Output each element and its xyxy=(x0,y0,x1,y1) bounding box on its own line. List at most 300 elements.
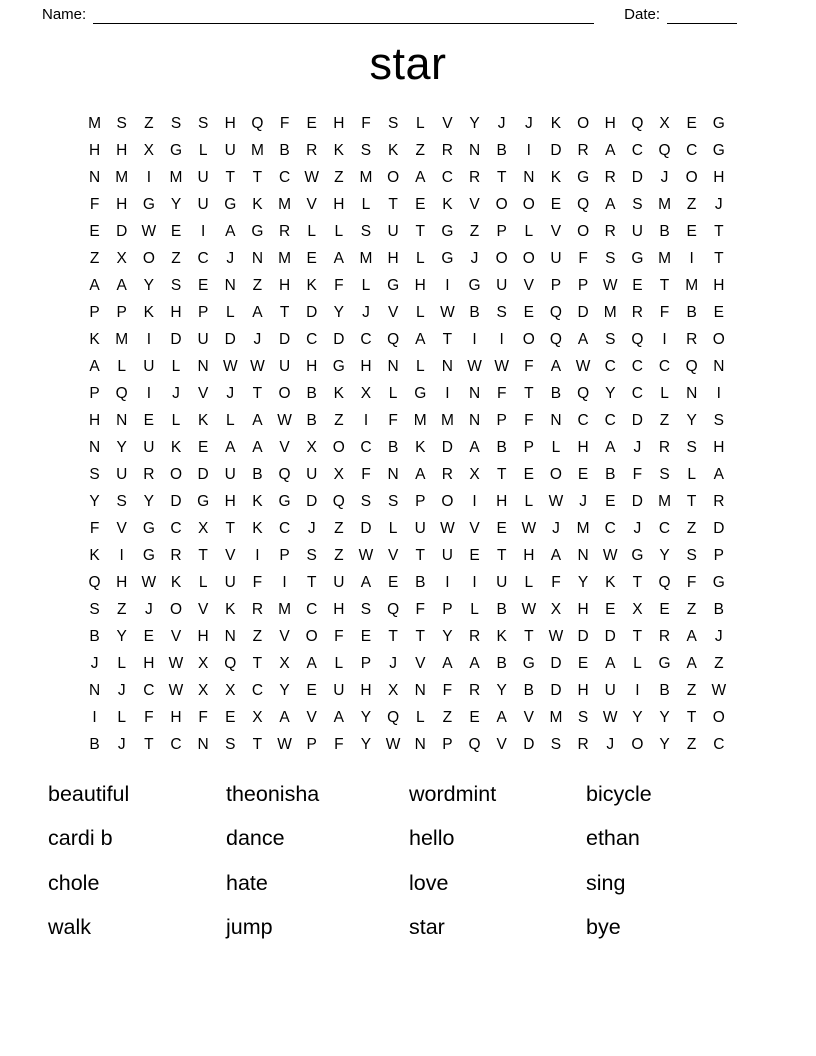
word-search-grid xyxy=(81,110,732,758)
grid-cell-r23c20: W xyxy=(602,708,618,726)
grid-cell-r24c20: J xyxy=(606,735,615,753)
grid-cell-r2c22: Q xyxy=(658,141,671,159)
grid-cell-r8c16: S xyxy=(496,303,507,321)
grid-cell-r24c4: C xyxy=(170,735,182,753)
grid-cell-r22c23: Z xyxy=(686,681,697,699)
grid-cell-r17c6: V xyxy=(225,546,236,564)
grid-cell-r9c4: D xyxy=(170,330,182,348)
grid-cell-r10c8: U xyxy=(278,357,291,375)
grid-cell-r10c3: U xyxy=(143,357,155,375)
grid-cell-r21c11: P xyxy=(360,654,372,672)
grid-cell-r7c22: T xyxy=(659,276,670,294)
grid-cell-r8c4: H xyxy=(170,303,182,321)
grid-cell-r5c14: G xyxy=(441,222,454,240)
grid-cell-r1c20: H xyxy=(604,114,616,132)
grid-cell-r17c5: T xyxy=(198,546,208,564)
grid-cell-r23c14: Z xyxy=(442,708,453,726)
grid-cell-r6c19: F xyxy=(578,249,588,267)
grid-cell-r21c22: G xyxy=(658,654,671,672)
grid-cell-r7c1: A xyxy=(89,276,100,294)
grid-cell-r10c13: L xyxy=(415,357,425,375)
grid-cell-r19c10: H xyxy=(333,600,345,618)
grid-cell-r7c7: Z xyxy=(252,276,263,294)
grid-cell-r11c17: T xyxy=(524,384,534,402)
grid-cell-r23c12: Q xyxy=(387,708,400,726)
grid-cell-r9c6: D xyxy=(224,330,236,348)
grid-cell-r18c8: I xyxy=(282,573,287,591)
grid-cell-r24c13: N xyxy=(414,735,426,753)
grid-cell-r20c8: V xyxy=(279,627,290,645)
grid-cell-r9c1: K xyxy=(89,330,100,348)
grid-cell-r10c19: W xyxy=(575,357,591,375)
grid-cell-r2c20: A xyxy=(605,141,616,159)
grid-cell-r13c9: X xyxy=(306,438,317,456)
grid-cell-r17c3: G xyxy=(142,546,155,564)
grid-cell-r14c16: T xyxy=(496,465,507,483)
grid-cell-r1c10: H xyxy=(333,114,345,132)
grid-cell-r15c7: K xyxy=(252,492,263,510)
grid-cell-r8c13: L xyxy=(415,303,425,321)
grid-cell-r16c8: C xyxy=(278,519,291,537)
grid-cell-r5c5: I xyxy=(200,222,206,240)
grid-cell-r17c16: T xyxy=(496,546,507,564)
grid-cell-r2c6: U xyxy=(224,141,236,159)
grid-cell-r3c18: K xyxy=(550,168,562,186)
grid-cell-r9c24: O xyxy=(712,330,725,348)
grid-cell-r11c13: G xyxy=(414,384,427,402)
grid-cell-r9c12: Q xyxy=(387,330,400,348)
grid-cell-r22c7: C xyxy=(251,681,264,699)
grid-cell-r8c18: Q xyxy=(549,303,562,321)
grid-cell-r16c9: J xyxy=(307,519,316,537)
grid-cell-r19c14: P xyxy=(442,600,453,618)
grid-cell-r2c4: G xyxy=(169,141,183,159)
grid-cell-r22c12: X xyxy=(387,681,399,699)
grid-cell-r11c11: X xyxy=(360,384,372,402)
grid-cell-r16c10: Z xyxy=(334,519,344,537)
grid-cell-r7c17: V xyxy=(523,276,534,294)
grid-cell-r5c1: E xyxy=(89,222,100,240)
grid-cell-r20c18: W xyxy=(548,627,564,645)
grid-cell-r14c20: B xyxy=(605,465,616,483)
grid-cell-r8c2: P xyxy=(116,303,127,321)
grid-cell-r24c18: S xyxy=(550,735,562,753)
name-blank-line xyxy=(93,8,594,24)
grid-cell-r20c14: Y xyxy=(442,627,453,645)
grid-cell-r7c23: M xyxy=(685,276,699,294)
grid-cell-r14c21: F xyxy=(632,465,643,483)
grid-cell-r16c19: M xyxy=(576,519,590,537)
grid-cell-r21c16: B xyxy=(496,654,507,672)
grid-cell-r12c11: I xyxy=(363,411,369,429)
grid-cell-r10c17: F xyxy=(524,357,534,375)
grid-cell-r19c21: X xyxy=(632,600,643,618)
grid-cell-r19c11: S xyxy=(360,600,372,618)
grid-cell-r19c5: V xyxy=(197,600,209,618)
grid-cell-r4c12: T xyxy=(388,195,398,213)
grid-cell-r1c21: Q xyxy=(631,114,644,132)
grid-cell-r24c7: T xyxy=(252,735,263,753)
grid-cell-r18c23: F xyxy=(686,573,697,591)
grid-cell-r20c20: D xyxy=(604,627,616,645)
grid-cell-r3c16: T xyxy=(496,168,507,186)
grid-cell-r2c19: R xyxy=(577,141,589,159)
grid-cell-r7c18: P xyxy=(550,276,562,294)
grid-cell-r1c19: O xyxy=(577,114,590,132)
grid-cell-r17c13: T xyxy=(415,546,425,564)
grid-cell-r2c2: H xyxy=(116,141,128,159)
grid-cell-r10c5: N xyxy=(197,357,209,375)
grid-cell-r20c11: E xyxy=(360,627,372,645)
grid-cell-r11c1: P xyxy=(89,384,100,402)
grid-cell-r9c11: C xyxy=(360,330,372,348)
grid-cell-r3c13: A xyxy=(415,168,426,186)
grid-cell-r5c3: W xyxy=(141,222,157,240)
grid-cell-r17c14: U xyxy=(441,546,453,564)
grid-cell-r17c8: P xyxy=(279,546,290,564)
grid-cell-r8c21: R xyxy=(631,303,643,321)
grid-cell-r2c13: Z xyxy=(415,141,425,159)
grid-cell-r20c23: A xyxy=(686,627,697,645)
grid-cell-r24c23: Z xyxy=(686,735,697,753)
grid-cell-r22c19: H xyxy=(577,681,589,699)
grid-cell-r5c6: A xyxy=(225,222,236,240)
grid-cell-r5c20: R xyxy=(604,222,616,240)
grid-cell-r15c11: S xyxy=(360,492,372,510)
grid-cell-r19c13: F xyxy=(415,600,425,618)
grid-cell-r21c15: A xyxy=(469,654,480,672)
grid-cell-r8c8: T xyxy=(279,303,290,321)
grid-cell-r4c24: J xyxy=(714,195,723,213)
grid-cell-r15c2: S xyxy=(116,492,127,510)
grid-cell-r12c7: A xyxy=(252,411,263,429)
grid-cell-r12c9: B xyxy=(306,411,317,429)
grid-cell-r10c4: L xyxy=(171,357,181,375)
grid-cell-r20c22: R xyxy=(658,627,671,645)
grid-cell-r7c13: H xyxy=(414,276,426,294)
grid-cell-r20c6: N xyxy=(224,627,236,645)
grid-cell-r13c2: Y xyxy=(116,438,127,456)
grid-cell-r8c12: V xyxy=(387,303,399,321)
grid-cell-r7c5: E xyxy=(197,276,209,294)
grid-cell-r4c16: O xyxy=(495,195,508,213)
grid-cell-r16c12: L xyxy=(388,519,398,537)
grid-cell-r19c19: H xyxy=(577,600,589,618)
grid-cell-r18c7: F xyxy=(252,573,263,591)
grid-cell-r1c4: S xyxy=(170,114,182,132)
grid-cell-r5c15: Z xyxy=(469,222,480,240)
grid-cell-r3c1: N xyxy=(88,168,101,186)
grid-cell-r7c21: E xyxy=(632,276,643,294)
grid-cell-r3c3: I xyxy=(146,168,151,186)
grid-cell-r12c20: C xyxy=(604,411,616,429)
word-item: walk xyxy=(48,915,92,940)
grid-cell-r1c11: F xyxy=(361,114,371,132)
grid-cell-r14c24: A xyxy=(713,465,724,483)
grid-cell-r9c9: C xyxy=(306,330,318,348)
grid-cell-r11c10: K xyxy=(333,384,344,402)
grid-cell-r16c18: J xyxy=(552,519,560,537)
grid-cell-r19c6: K xyxy=(225,600,236,618)
grid-cell-r15c14: O xyxy=(441,492,454,510)
grid-cell-r7c20: W xyxy=(602,276,618,294)
grid-cell-r12c14: M xyxy=(440,411,454,429)
grid-cell-r15c1: Y xyxy=(89,492,100,510)
grid-cell-r19c18: X xyxy=(550,600,562,618)
grid-cell-r5c23: E xyxy=(686,222,697,240)
grid-cell-r8c10: Y xyxy=(333,303,344,321)
grid-cell-r10c12: N xyxy=(387,357,399,375)
grid-cell-r7c8: H xyxy=(278,276,291,294)
grid-cell-r15c4: D xyxy=(170,492,182,510)
grid-cell-r21c6: Q xyxy=(224,654,237,672)
grid-cell-r6c20: S xyxy=(605,249,616,267)
grid-cell-r4c7: K xyxy=(252,195,263,213)
grid-cell-r13c7: A xyxy=(252,438,263,456)
grid-cell-r21c10: L xyxy=(334,654,344,672)
grid-cell-r18c4: K xyxy=(170,573,182,591)
grid-cell-r23c24: O xyxy=(712,708,725,726)
grid-cell-r14c15: X xyxy=(469,465,480,483)
grid-cell-r13c22: R xyxy=(658,438,671,456)
grid-cell-r14c7: B xyxy=(252,465,263,483)
grid-cell-r9c7: J xyxy=(253,330,262,348)
grid-cell-r4c13: E xyxy=(415,195,426,213)
grid-cell-r15c19: J xyxy=(579,492,587,510)
grid-cell-r12c21: D xyxy=(631,411,643,429)
grid-cell-r3c5: U xyxy=(197,168,209,186)
grid-cell-r13c13: K xyxy=(415,438,426,456)
grid-cell-r5c18: V xyxy=(550,222,562,240)
grid-cell-r21c17: G xyxy=(522,654,535,672)
grid-cell-r14c4: O xyxy=(169,465,183,483)
grid-cell-r18c14: I xyxy=(445,573,450,591)
grid-cell-r18c17: L xyxy=(524,573,534,591)
grid-cell-r11c9: B xyxy=(306,384,317,402)
grid-cell-r1c6: H xyxy=(224,114,236,132)
grid-cell-r1c14: V xyxy=(442,114,453,132)
word-item: hate xyxy=(226,870,268,895)
grid-cell-r8c3: K xyxy=(143,303,155,321)
grid-cell-r6c12: H xyxy=(387,249,399,267)
grid-cell-r3c19: G xyxy=(577,168,590,186)
grid-cell-r24c8: W xyxy=(277,735,292,753)
grid-cell-r20c21: T xyxy=(632,627,643,645)
grid-cell-r12c3: E xyxy=(143,411,155,429)
grid-cell-r11c16: F xyxy=(496,384,507,402)
grid-cell-r18c10: U xyxy=(333,573,345,591)
grid-cell-r11c4: J xyxy=(172,384,180,402)
grid-cell-r20c1: B xyxy=(89,627,100,645)
grid-cell-r12c8: W xyxy=(277,411,292,429)
grid-cell-r17c2: I xyxy=(119,546,124,564)
grid-cell-r6c7: N xyxy=(251,249,264,267)
grid-cell-r21c18: D xyxy=(550,654,562,672)
grid-cell-r10c6: W xyxy=(222,357,238,375)
word-item: chole xyxy=(48,870,100,895)
grid-cell-r19c8: M xyxy=(278,600,292,618)
grid-cell-r12c16: P xyxy=(496,411,507,429)
grid-cell-r15c5: G xyxy=(197,492,210,510)
grid-cell-r10c24: N xyxy=(713,357,725,375)
grid-cell-r15c9: D xyxy=(306,492,318,510)
word-item: sing xyxy=(586,870,626,895)
grid-cell-r8c17: E xyxy=(523,303,534,321)
grid-cell-r4c4: Y xyxy=(170,195,182,213)
grid-cell-r21c13: V xyxy=(415,654,426,672)
grid-cell-r20c17: T xyxy=(524,627,534,645)
grid-cell-r21c21: L xyxy=(633,654,642,672)
grid-cell-r8c5: P xyxy=(197,303,209,321)
grid-cell-r7c19: P xyxy=(577,276,589,294)
grid-cell-r10c21: C xyxy=(631,357,643,375)
grid-cell-r12c2: N xyxy=(116,411,128,429)
grid-cell-r11c20: Y xyxy=(605,384,616,402)
grid-cell-r18c16: U xyxy=(496,573,508,591)
grid-cell-r1c15: Y xyxy=(469,114,480,132)
grid-cell-r22c16: Y xyxy=(496,681,507,699)
grid-cell-r15c15: I xyxy=(472,492,477,510)
grid-cell-r12c10: Z xyxy=(334,411,344,429)
grid-cell-r1c13: L xyxy=(415,114,425,132)
grid-cell-r12c5: K xyxy=(197,411,209,429)
grid-cell-r19c15: L xyxy=(470,600,479,618)
grid-cell-r12c15: N xyxy=(468,411,481,429)
grid-cell-r7c4: S xyxy=(170,276,182,294)
grid-cell-r24c10: F xyxy=(334,735,344,753)
grid-cell-r21c7: T xyxy=(252,654,263,672)
grid-cell-r19c23: Z xyxy=(686,600,697,618)
grid-cell-r23c21: Y xyxy=(632,708,643,726)
grid-cell-r14c8: Q xyxy=(278,465,291,483)
grid-cell-r15c6: H xyxy=(224,492,236,510)
grid-cell-r22c17: B xyxy=(523,681,534,699)
grid-cell-r16c4: C xyxy=(170,519,182,537)
grid-cell-r11c2: Q xyxy=(115,384,128,402)
grid-cell-r16c5: X xyxy=(197,519,209,537)
grid-cell-r14c23: L xyxy=(687,465,696,483)
grid-cell-r10c16: W xyxy=(494,357,509,375)
grid-cell-r16c15: V xyxy=(469,519,480,537)
grid-cell-r14c6: U xyxy=(224,465,236,483)
grid-cell-r3c15: R xyxy=(468,168,481,186)
grid-cell-r22c9: E xyxy=(306,681,317,699)
grid-cell-r22c2: J xyxy=(117,681,126,699)
grid-cell-r7c10: F xyxy=(334,276,344,294)
grid-cell-r18c1: Q xyxy=(88,573,101,591)
grid-cell-r24c5: N xyxy=(197,735,209,753)
grid-cell-r20c13: T xyxy=(415,627,425,645)
grid-cell-r18c2: H xyxy=(116,573,128,591)
grid-cell-r15c8: G xyxy=(278,492,291,510)
grid-cell-r13c19: H xyxy=(577,438,589,456)
grid-cell-r6c15: J xyxy=(470,249,479,267)
grid-cell-r6c23: I xyxy=(689,249,694,267)
grid-cell-r11c24: I xyxy=(716,384,721,402)
grid-cell-r1c2: S xyxy=(116,114,127,132)
worksheet-header xyxy=(42,6,737,24)
grid-cell-r24c2: J xyxy=(117,735,126,753)
grid-cell-r21c2: L xyxy=(117,654,127,672)
grid-cell-r20c12: T xyxy=(388,627,398,645)
grid-cell-r24c12: W xyxy=(385,735,401,753)
grid-cell-r14c19: E xyxy=(577,465,589,483)
grid-cell-r8c23: B xyxy=(686,303,697,321)
grid-cell-r20c4: V xyxy=(170,627,182,645)
grid-cell-r20c7: Z xyxy=(252,627,263,645)
grid-cell-r12c18: N xyxy=(550,411,562,429)
grid-cell-r15c23: T xyxy=(686,492,697,510)
grid-cell-r1c18: K xyxy=(550,114,562,132)
grid-cell-r9c8: D xyxy=(278,330,291,348)
grid-cell-r2c21: C xyxy=(631,141,643,159)
grid-cell-r14c10: X xyxy=(333,465,344,483)
grid-cell-r21c5: X xyxy=(197,654,209,672)
grid-cell-r19c24: B xyxy=(713,600,724,618)
grid-cell-r3c23: O xyxy=(685,168,698,186)
grid-cell-r24c24: C xyxy=(713,735,725,753)
grid-cell-r1c16: J xyxy=(497,114,506,132)
grid-cell-r20c19: D xyxy=(577,627,589,645)
grid-cell-r11c15: N xyxy=(468,384,481,402)
grid-cell-r13c20: A xyxy=(605,438,616,456)
grid-cell-r11c23: N xyxy=(686,384,698,402)
grid-cell-r24c3: T xyxy=(144,735,154,753)
grid-cell-r22c6: X xyxy=(225,681,236,699)
grid-cell-r8c22: F xyxy=(659,303,670,321)
grid-cell-r4c1: F xyxy=(89,195,100,213)
grid-cell-r16c22: C xyxy=(658,519,671,537)
grid-cell-r5c4: E xyxy=(170,222,182,240)
grid-cell-r21c20: A xyxy=(605,654,616,672)
grid-cell-r5c10: L xyxy=(334,222,344,240)
grid-cell-r16c13: U xyxy=(414,519,426,537)
grid-cell-r13c1: N xyxy=(88,438,101,456)
grid-cell-r14c9: U xyxy=(306,465,318,483)
grid-cell-r12c6: L xyxy=(225,411,235,429)
grid-cell-r24c21: O xyxy=(631,735,644,753)
grid-cell-r5c16: P xyxy=(496,222,507,240)
grid-cell-r12c22: Z xyxy=(659,411,670,429)
grid-cell-r18c15: I xyxy=(472,573,477,591)
word-item: bye xyxy=(586,915,621,940)
grid-cell-r5c22: B xyxy=(659,222,670,240)
grid-cell-r2c5: L xyxy=(198,141,208,159)
grid-cell-r13c14: D xyxy=(441,438,453,456)
grid-cell-r10c20: C xyxy=(604,357,616,375)
grid-cell-r8c11: J xyxy=(362,303,370,321)
grid-cell-r21c8: X xyxy=(279,654,290,672)
grid-cell-r11c3: I xyxy=(146,384,151,402)
grid-cell-r16c17: W xyxy=(521,519,537,537)
grid-cell-r21c19: E xyxy=(577,654,589,672)
grid-cell-r7c9: K xyxy=(306,276,317,294)
grid-cell-r6c1: Z xyxy=(89,249,100,267)
grid-cell-r2c14: R xyxy=(441,141,453,159)
grid-cell-r9c18: Q xyxy=(549,330,562,348)
grid-cell-r22c8: Y xyxy=(279,681,290,699)
grid-cell-r11c5: V xyxy=(197,384,209,402)
grid-cell-r15c3: Y xyxy=(143,492,155,510)
grid-cell-r7c24: H xyxy=(713,276,725,294)
grid-cell-r9c21: Q xyxy=(631,330,644,348)
grid-cell-r23c18: M xyxy=(549,708,563,726)
grid-cell-r21c14: A xyxy=(442,654,453,672)
grid-cell-r8c20: M xyxy=(603,303,617,321)
grid-cell-r3c6: T xyxy=(225,168,235,186)
grid-cell-r8c1: P xyxy=(89,303,100,321)
grid-cell-r8c15: B xyxy=(469,303,480,321)
